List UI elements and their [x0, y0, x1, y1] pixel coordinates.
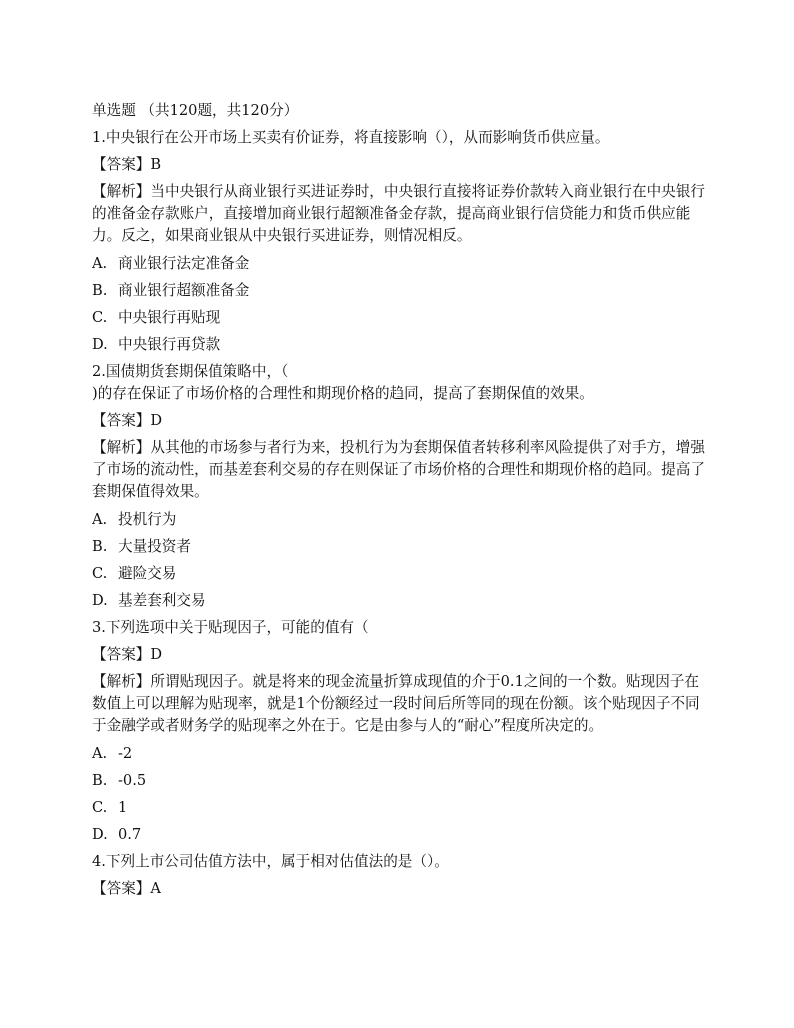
option-text: 商业银行超额准备金: [118, 282, 250, 299]
option-b: [92, 280, 712, 302]
answer-value: D: [150, 646, 163, 663]
section-title: 单选题 （共120题，共120分）: [92, 102, 299, 119]
option-a: [92, 743, 712, 765]
answer-value: D: [150, 412, 163, 429]
option-c: [92, 307, 712, 329]
analysis-tag: 【解析】: [92, 439, 151, 456]
option-text: 避险交易: [118, 565, 177, 582]
option-d: [92, 590, 712, 612]
option-a: [92, 253, 712, 275]
option-key: D.: [92, 592, 108, 609]
document-page: [92, 100, 712, 905]
answer-tag: 【答案】: [92, 412, 151, 429]
option-text: 中央银行再贴现: [118, 309, 221, 326]
option-key: B.: [92, 282, 108, 299]
analysis-line: [92, 437, 712, 503]
option-key: B.: [92, 538, 108, 555]
question-stem: 3.下列选项中关于贴现因子，可能的值有（: [92, 619, 369, 636]
option-text: 中央银行再贷款: [118, 336, 221, 353]
option-key: C.: [92, 565, 108, 582]
question-block: [92, 127, 712, 356]
option-b: [92, 770, 712, 792]
analysis-text: 从其他的市场参与者行为来，投机行为为套期保值者转移利率风险提供了对手方，增强了市场的流动性，而基差套利交易的存在则保证了市场价格的合理性和期现价格的趋同。提高了套期保值得效果。: [92, 439, 705, 500]
option-text: 投机行为: [118, 511, 177, 528]
option-key: A.: [92, 745, 108, 762]
analysis-tag: 【解析】: [92, 183, 151, 200]
option-key: A.: [92, 511, 108, 528]
question-stem: 1.中央银行在公开市场上买卖有价证券，将直接影响（），从而影响货币供应量。: [92, 129, 610, 146]
option-d: [92, 334, 712, 356]
answer-tag: 【答案】: [92, 880, 151, 897]
analysis-tag: 【解析】: [92, 673, 151, 690]
answer-value: A: [150, 880, 161, 897]
option-text: 1: [118, 799, 128, 816]
option-d: [92, 824, 712, 846]
option-key: D.: [92, 336, 108, 353]
option-key: A.: [92, 255, 108, 272]
analysis-line: [92, 671, 712, 737]
answer-tag: 【答案】: [92, 646, 151, 663]
analysis-text: 当中央银行从商业银行买进证券时，中央银行直接将证券价款转入商业银行在中央银行的准备金存款账户，直接增加商业银行超额准备金存款，提高商业银行信贷能力和货币供应能力。反之，如果商业银从中央银行买进证券，则情况相反。: [92, 183, 705, 244]
option-key: D.: [92, 826, 108, 843]
answer-line: [92, 154, 712, 176]
option-text: 大量投资者: [118, 538, 191, 555]
analysis-text: 所谓贴现因子。就是将来的现金流量折算成现值的介于0.1之间的一个数。贴现因子在数值上可以理解为贴现率，就是1个份额经过一段时间后所等同的现在份额。该个贴现因子不同于金融学或者财务学的贴现率之外在于。它是由参与人的“耐心”程度所决定的。: [92, 673, 700, 734]
option-key: C.: [92, 799, 108, 816]
option-key: C.: [92, 309, 108, 326]
option-text: 0.7: [118, 826, 142, 843]
question-block: [92, 361, 712, 612]
question-block: [92, 617, 712, 846]
analysis-line: [92, 181, 712, 247]
question-stem: 2.国债期货套期保值策略中，（ )的存在保证了市场价格的合理性和期现价格的趋同，提高了套期保值的效果。: [92, 363, 594, 402]
answer-value: B: [150, 156, 162, 173]
answer-line: [92, 644, 712, 666]
answer-tag: 【答案】: [92, 156, 151, 173]
option-b: [92, 536, 712, 558]
option-text: -2: [118, 745, 133, 762]
option-c: [92, 563, 712, 585]
answer-line: [92, 878, 712, 900]
option-text: 商业银行法定准备金: [118, 255, 250, 272]
option-a: [92, 509, 712, 531]
option-c: [92, 797, 712, 819]
option-key: B.: [92, 772, 108, 789]
answer-line: [92, 410, 712, 432]
question-stem: 4.下列上市公司估值方法中，属于相对估值法的是（）。: [92, 853, 449, 870]
option-text: -0.5: [118, 772, 147, 789]
question-block: [92, 851, 712, 900]
option-text: 基差套利交易: [118, 592, 206, 609]
